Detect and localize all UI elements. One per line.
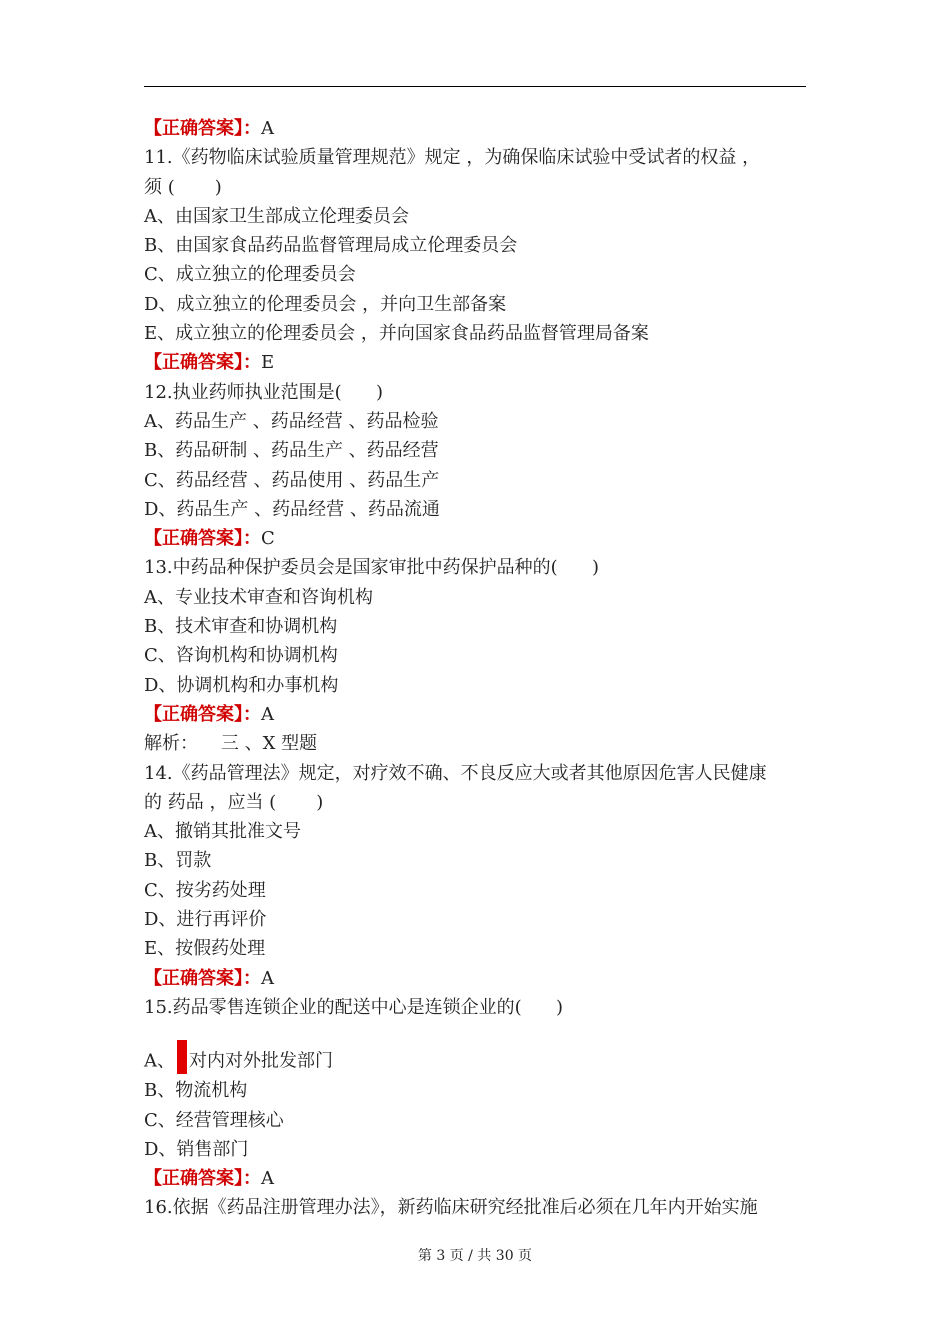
answer-label: 【正确答案】： <box>144 528 261 550</box>
text-line: E、按假药处理 <box>144 938 266 960</box>
text-line: B、罚款 <box>144 850 212 872</box>
answer-line <box>144 700 810 729</box>
text-line: C、药品经营 、药品使用 、药品生产 <box>144 469 440 491</box>
header-rule <box>144 86 806 87</box>
text-line: 的 药品 ，应当 ( ) <box>144 791 324 813</box>
text-line: B、技术审查和协调机构 <box>144 616 338 638</box>
text-line: 11.《药物临床试验质量管理规范》规定 ，为确保临床试验中受试者的权益 ， <box>144 147 761 169</box>
text-line: E、成立独立的伦理委员会 ，并向国家食品药品监督管理局备案 <box>144 323 649 345</box>
answer-value: A <box>261 967 274 989</box>
text-line: A、药品生产 、药品经营 、药品检验 <box>144 410 439 432</box>
answer-line <box>144 964 810 993</box>
answer-line <box>144 1164 810 1193</box>
option-prefix: A、 <box>144 1050 175 1072</box>
text-line: B、物流机构 <box>144 1080 248 1102</box>
answer-value: A <box>261 1168 274 1190</box>
answer-label: 【正确答案】： <box>144 1168 261 1190</box>
answer-line <box>144 348 810 377</box>
text-line: A、专业技术审查和咨询机构 <box>144 586 373 608</box>
answer-line <box>144 114 810 143</box>
answer-value: C <box>261 528 275 550</box>
document-body <box>144 114 810 1223</box>
text-line: A、撤销其批准文号 <box>144 821 301 843</box>
text-line: D、成立独立的伦理委员会 ，并向卫生部备案 <box>144 293 507 315</box>
text-line: 14.《药品管理法》规定，对疗效不确、不良反应大或者其他原因危害人民健康 <box>144 762 767 784</box>
answer-label: 【正确答案】： <box>144 352 261 374</box>
answer-value: A <box>261 118 274 139</box>
text-line: C、成立独立的伦理委员会 <box>144 264 356 286</box>
option-text: 对内对外批发部门 <box>189 1050 333 1072</box>
highlight-marker <box>177 1040 187 1074</box>
text-line: B、药品研制 、药品生产 、药品经营 <box>144 440 439 462</box>
text-line: 12.执业药师执业范围是( ) <box>144 381 384 403</box>
page-footer: 第 3 页 / 共 30 页 <box>417 1248 533 1264</box>
text-line: 13.中药品种保护委员会是国家审批中药保护品种的( ) <box>144 557 599 579</box>
text-line: B、由国家食品药品监督管理局成立伦理委员会 <box>144 235 518 257</box>
text-line: 解析： 三 、X 型题 <box>144 733 318 755</box>
answer-label: 【正确答案】： <box>144 703 261 725</box>
text-line: 须 ( ) <box>144 176 222 198</box>
text-line: C、按劣药处理 <box>144 879 266 901</box>
answer-label: 【正确答案】： <box>144 118 261 139</box>
text-line: D、药品生产 、药品经营 、药品流通 <box>144 498 440 520</box>
answer-value: E <box>261 352 275 374</box>
option-line <box>144 1042 810 1076</box>
text-line: D、进行再评价 <box>144 909 267 931</box>
text-line: C、经营管理核心 <box>144 1109 284 1131</box>
answer-line <box>144 524 810 553</box>
text-line: D、销售部门 <box>144 1138 249 1160</box>
answer-value: A <box>261 703 274 725</box>
text-line: A、由国家卫生部成立伦理委员会 <box>144 205 409 227</box>
text-line: 16.依据《药品注册管理办法》，新药临床研究经批准后必须在几年内开始实施 <box>144 1197 758 1219</box>
text-line: C、咨询机构和协调机构 <box>144 645 338 667</box>
text-line: D、协调机构和办事机构 <box>144 674 339 696</box>
text-line: 15.药品零售连锁企业的配送中心是连锁企业的( ) <box>144 996 563 1018</box>
answer-label: 【正确答案】： <box>144 967 261 989</box>
